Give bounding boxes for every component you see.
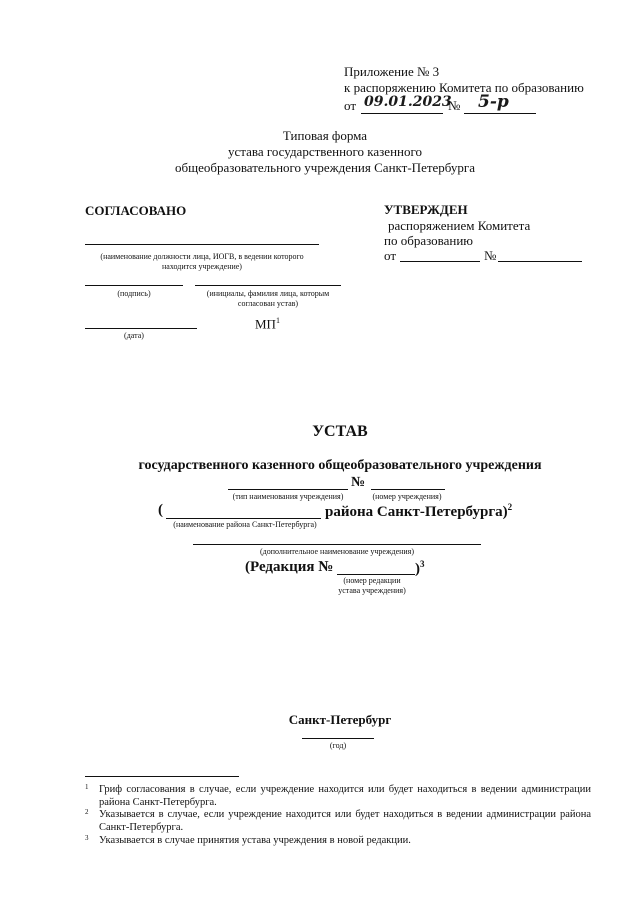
appendix-date-line	[361, 113, 443, 114]
charter-edition-line	[337, 574, 415, 575]
approved-number-line	[498, 261, 582, 262]
footnote-1-text: Гриф согласования в случае, если учреждение находится или будет находиться в ведении администрации района Санкт-Петербурга.	[99, 784, 591, 808]
footer-year-caption: (год)	[329, 741, 347, 750]
charter-type-line	[228, 489, 348, 490]
appendix-date-row	[344, 92, 544, 118]
form-title-line-2: устава государственного казенного	[227, 144, 423, 159]
footnote-3	[85, 834, 591, 847]
charter-edition-caption-line-2: устава учреждения)	[338, 586, 406, 595]
approved-line-2: по образованию	[384, 233, 474, 248]
appendix-date-handwritten: 09.01.2023	[364, 94, 452, 110]
charter-extra-caption: (дополнительное наименование учреждения)	[259, 547, 415, 556]
charter-edition: (Редакция №	[245, 559, 334, 575]
charter-subtitle: государственного казенного общеобразовательного учреждения	[138, 458, 542, 473]
charter-number-line	[371, 489, 445, 490]
agreed-position-caption-line-2: находится учреждение)	[162, 262, 242, 271]
agreed-stamp	[255, 316, 280, 332]
charter-edition-caption-line-1: (номер редакции	[343, 576, 401, 585]
agreed-initials-caption-line-2: согласован устав)	[237, 299, 299, 308]
appendix-number-handwritten: 5-р	[478, 92, 509, 112]
approved-date-row	[384, 248, 594, 266]
appendix-num-label: №	[448, 98, 461, 113]
agreed-initials-line	[195, 285, 341, 286]
charter-edition-close-paren: )	[415, 561, 420, 577]
agreed-position-caption	[85, 252, 319, 272]
agreed-stamp-footnote-ref: 1	[275, 316, 280, 325]
charter-district	[325, 502, 512, 521]
form-title-line-3: общеобразовательного учреждения Санкт-Петербурга	[174, 160, 476, 175]
charter-edition-footnote-ref: 3	[420, 559, 425, 569]
appendix-block	[344, 64, 584, 96]
footnote-3-number: 3	[85, 834, 89, 842]
charter-district-line	[166, 518, 321, 519]
agreed-initials-caption-line-1: (инициалы, фамилия лица, которым	[206, 289, 330, 298]
appendix-title: Приложение № 3	[344, 64, 440, 79]
agreed-date-line	[85, 328, 197, 329]
charter-open-paren: (	[158, 502, 163, 518]
footnote-2	[85, 808, 591, 834]
approved-block	[384, 202, 530, 248]
approved-line-1: распоряжением Комитета	[388, 218, 531, 233]
charter-edition-caption	[322, 576, 422, 596]
footer-city: Санкт-Петербург	[288, 712, 392, 727]
approved-date-line	[400, 261, 480, 262]
approved-heading: УТВЕРЖДЕН	[384, 202, 468, 217]
footnote-1	[85, 783, 591, 809]
agreed-signature-line	[85, 285, 183, 286]
charter-district-footnote-ref: 2	[507, 502, 513, 512]
agreed-stamp-label: МП	[255, 316, 276, 332]
agreed-date-caption: (дата)	[124, 331, 144, 340]
charter-title: УСТАВ	[312, 423, 368, 440]
footnote-3-text: Указывается в случае принятия устава учреждения в новой редакции.	[99, 835, 411, 846]
footnote-2-number: 2	[85, 808, 89, 816]
charter-num-sign: №	[351, 475, 366, 490]
footnote-1-number: 1	[85, 783, 89, 791]
appendix-from-label: от	[344, 98, 357, 113]
form-title	[140, 128, 510, 176]
agreed-position-caption-line-1: (наименование должности лица, ИОГВ, в ведении которого	[100, 252, 304, 261]
charter-type-caption: (тип наименования учреждения)	[232, 492, 344, 501]
agreed-position-line	[85, 244, 319, 245]
approved-num-label: №	[484, 248, 497, 263]
form-title-line-1: Типовая форма	[282, 128, 368, 143]
agreed-heading: СОГЛАСОВАНО	[85, 203, 187, 218]
charter-district-caption: (наименование района Санкт-Петербурга)	[173, 520, 317, 529]
charter-district-text: района Санкт-Петербурга)	[325, 504, 508, 520]
appendix-order: к распоряжению Комитета по образованию	[344, 80, 584, 95]
appendix-number-line	[464, 113, 536, 114]
agreed-initials-caption	[195, 289, 341, 309]
charter-number-caption: (номер учреждения)	[372, 492, 442, 501]
footer-year-line	[302, 738, 374, 739]
approved-from-label: от	[384, 248, 397, 263]
footnote-2-text: Указывается в случае, если учреждение находится или будет находиться в ведении администрации района Санкт-Петербурга.	[99, 809, 591, 833]
footnote-separator	[85, 776, 239, 777]
charter-extra-line	[193, 544, 481, 545]
agreed-signature-caption: (подпись)	[117, 289, 151, 298]
